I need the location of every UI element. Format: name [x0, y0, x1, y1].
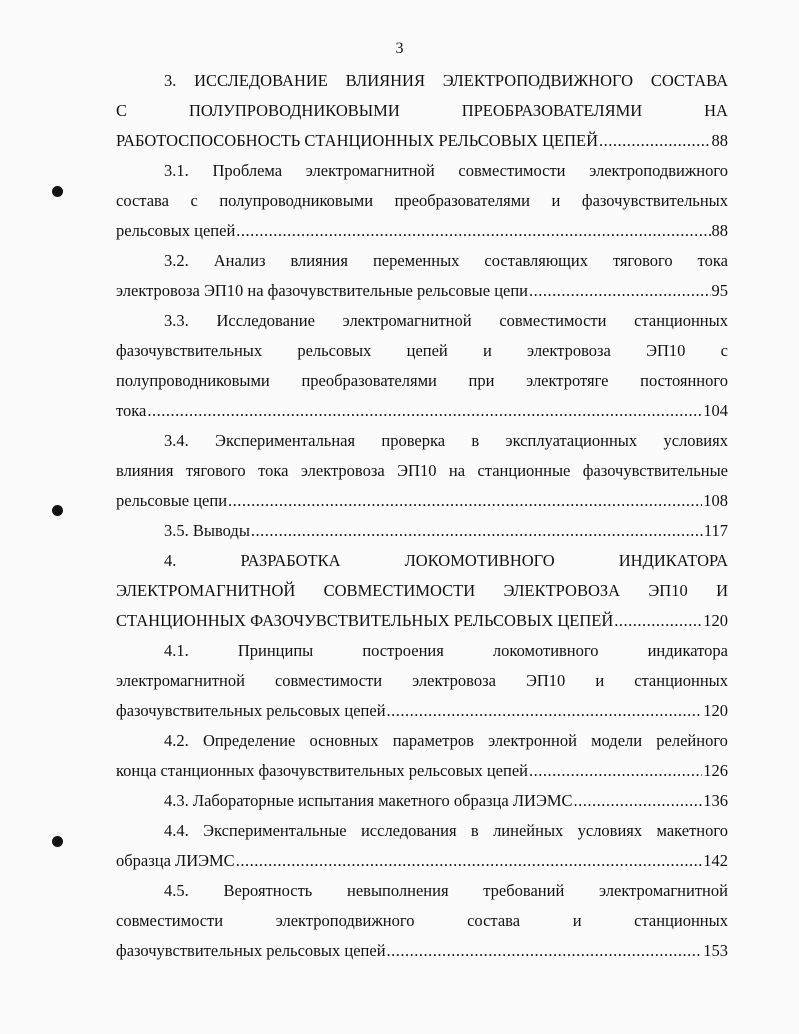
leader-dots — [228, 486, 702, 516]
toc-word: ЭЛЕКТРОМАГНИТНОЙ — [116, 581, 296, 600]
toc-word: постоянного — [640, 371, 728, 390]
toc-word: станционных — [634, 671, 728, 690]
toc-word: составляющих — [484, 251, 588, 270]
toc-word: станционных — [634, 311, 728, 330]
toc-word: проверка — [381, 431, 446, 450]
toc-page-number: 126 — [703, 761, 728, 780]
toc-word: преобразователями — [301, 371, 437, 390]
toc-word: переменных — [372, 251, 460, 270]
toc-word: станционных — [634, 911, 728, 930]
toc-entry-title: тока — [116, 401, 147, 420]
toc-entry-last-line — [116, 936, 728, 966]
toc-page-number: 153 — [703, 941, 728, 960]
toc-word: ИССЛЕДОВАНИЕ — [194, 71, 328, 90]
toc-word: ЭП10 — [646, 341, 686, 360]
toc-word: 3. — [164, 71, 177, 90]
toc-word: в — [471, 431, 480, 450]
toc-word: макетного — [656, 821, 728, 840]
toc-word: электронной — [488, 731, 577, 750]
toc-word: состава — [116, 191, 169, 210]
toc-word: построения — [362, 641, 444, 660]
toc-word: линейных — [493, 821, 564, 840]
toc-entry-last-line — [116, 756, 728, 786]
toc-word: Принципы — [237, 641, 314, 660]
toc-word: Проблема — [212, 161, 283, 180]
toc-word: ЭП10 — [525, 671, 566, 690]
toc-word: СОСТАВА — [650, 71, 728, 90]
toc-word: с — [720, 341, 728, 360]
toc-entry-line — [116, 306, 728, 336]
toc-word: 4.1. — [164, 641, 189, 660]
toc-word: электромагнитной — [305, 161, 435, 180]
toc-entry-line — [116, 456, 728, 486]
toc-word: с — [190, 191, 198, 210]
toc-word: электровоза — [412, 671, 496, 690]
toc-word: ЭЛЕКТРОПОДВИЖНОГО — [442, 71, 634, 90]
toc-word: совместимости — [458, 161, 566, 180]
toc-entry-title: фазочувствительных рельсовых цепей — [116, 701, 386, 720]
toc-word: влияния — [290, 251, 348, 270]
toc-word: 3.2. — [164, 251, 189, 270]
toc-entry-line — [116, 576, 728, 606]
toc-page-number: 95 — [711, 281, 728, 300]
toc-entry-line — [116, 636, 728, 666]
toc-entry-line — [116, 426, 728, 456]
toc-word: параметров — [392, 731, 474, 750]
toc-word: электромагнитной — [116, 671, 245, 690]
toc-word: электровоза — [527, 341, 611, 360]
toc-word: электротяге — [526, 371, 609, 390]
toc-entry-line — [116, 816, 728, 846]
toc-word: ПОЛУПРОВОДНИКОВЫМИ — [188, 101, 400, 120]
toc-word: И — [716, 581, 728, 600]
toc-entry-title: электровоза ЭП10 на фазочувствительные рельсовые цепи — [116, 281, 529, 300]
leader-dots — [599, 126, 710, 156]
toc-word: и — [482, 341, 492, 360]
toc-entry-last-line — [116, 696, 728, 726]
toc-word: 4.4. — [164, 821, 189, 840]
leader-dots — [147, 396, 702, 426]
toc-word: 3.3. — [164, 311, 189, 330]
toc-word: 4.5. — [164, 881, 189, 900]
toc-word: 4. — [164, 551, 177, 570]
toc-word: ПРЕОБРАЗОВАТЕЛЯМИ — [461, 101, 643, 120]
toc-word: электромагнитной — [599, 881, 728, 900]
toc-word: индикатора — [647, 641, 728, 660]
toc-entry-title: 3.5. Выводы — [164, 521, 250, 540]
toc-word: РАЗРАБОТКА — [240, 551, 341, 570]
toc-entry-last-line — [116, 846, 728, 876]
toc-entry-last-line — [116, 516, 728, 546]
toc-word: влияния — [116, 461, 174, 480]
toc-word: фазочувствительные — [582, 461, 728, 480]
toc-entry-line — [116, 906, 728, 936]
toc-word: условиях — [663, 431, 728, 450]
toc-entry-title: 4.3. Лабораторные испытания макетного образца ЛИЭМС — [164, 791, 573, 810]
toc-entry-title: образца ЛИЭМС — [116, 851, 235, 870]
toc-entry-line — [116, 726, 728, 756]
leader-dots — [387, 936, 703, 966]
scan-hole-mark — [52, 836, 63, 847]
toc-word: Анализ — [213, 251, 266, 270]
toc-page-number: 136 — [703, 791, 728, 810]
toc-word: требований — [483, 881, 565, 900]
toc-word: ЭП10 — [648, 581, 688, 600]
toc-word: Экспериментальные — [203, 821, 347, 840]
toc-entry-line — [116, 246, 728, 276]
toc-word: 3.1. — [164, 161, 189, 180]
toc-entry-line — [116, 876, 728, 906]
toc-word: в — [470, 821, 479, 840]
toc-entry-last-line — [116, 276, 728, 306]
toc-entry-line — [116, 66, 728, 96]
toc-word: электроподвижного — [275, 911, 415, 930]
toc-entry-line — [116, 666, 728, 696]
toc-word: 4.2. — [164, 731, 189, 750]
toc-word: полупроводниковыми — [219, 191, 374, 210]
toc-word: тока — [697, 251, 728, 270]
toc-word: НА — [704, 101, 728, 120]
toc-word: эксплуатационных — [505, 431, 638, 450]
toc-page-number: 117 — [703, 521, 728, 540]
toc-word: тягового — [612, 251, 673, 270]
toc-entry-line — [116, 366, 728, 396]
toc-word: станционные — [477, 461, 571, 480]
toc-word: полупроводниковыми — [116, 371, 270, 390]
scan-hole-mark — [52, 186, 63, 197]
toc-word: при — [468, 371, 495, 390]
toc-page-number: 120 — [703, 701, 728, 720]
leader-dots — [387, 696, 703, 726]
toc-entry-title: фазочувствительных рельсовых цепей — [116, 941, 386, 960]
toc-word: ЭЛЕКТРОВОЗА — [503, 581, 621, 600]
toc-entry-last-line — [116, 126, 728, 156]
page-number: 3 — [395, 40, 404, 57]
toc-entry-title: СТАНЦИОННЫХ ФАЗОЧУВСТВИТЕЛЬНЫХ РЕЛЬСОВЫХ ЦЕПЕЙ — [116, 611, 614, 630]
toc-entry-line — [116, 96, 728, 126]
toc-word: ЛОКОМОТИВНОГО — [404, 551, 555, 570]
toc-word: исследования — [360, 821, 457, 840]
toc-word: тока — [258, 461, 289, 480]
leader-dots — [236, 846, 703, 876]
toc-page-number: 88 — [711, 221, 728, 240]
toc-word: С — [116, 101, 128, 120]
toc-word: цепей — [406, 341, 448, 360]
toc-word: условиях — [577, 821, 643, 840]
toc-word: и — [595, 671, 605, 690]
toc-entry-last-line — [116, 606, 728, 636]
toc-entry-line — [116, 156, 728, 186]
toc-entry-last-line — [116, 786, 728, 816]
toc-word: релейного — [656, 731, 728, 750]
toc-page-number: 142 — [703, 851, 728, 870]
toc-entry-last-line — [116, 216, 728, 246]
toc-word: состава — [467, 911, 521, 930]
toc-word: совместимости — [116, 911, 224, 930]
toc-word: совместимости — [499, 311, 607, 330]
toc-page-number: 108 — [703, 491, 728, 510]
toc-word: ЭП10 — [397, 461, 437, 480]
toc-word: невыполнения — [347, 881, 449, 900]
toc-word: рельсовых — [297, 341, 372, 360]
leader-dots — [236, 216, 710, 246]
toc-word: СОВМЕСТИМОСТИ — [323, 581, 476, 600]
leader-dots — [251, 516, 703, 546]
toc-page-number: 120 — [703, 611, 728, 630]
toc-entry-line — [116, 186, 728, 216]
toc-word: Вероятность — [223, 881, 313, 900]
toc-word: Определение — [202, 731, 296, 750]
toc-word: и — [551, 191, 561, 210]
leader-dots — [529, 756, 702, 786]
toc-word: электромагнитной — [342, 311, 472, 330]
leader-dots — [529, 276, 710, 306]
toc-word: совместимости — [274, 671, 383, 690]
toc-word: преобразователями — [394, 191, 530, 210]
toc-word: фазочувствительных — [581, 191, 728, 210]
toc-page-number: 104 — [703, 401, 728, 420]
toc-entry-line — [116, 546, 728, 576]
toc-word: электровоза — [300, 461, 385, 480]
toc-word: основных — [309, 731, 379, 750]
toc-entry-title: конца станционных фазочувствительных рельсовых цепей — [116, 761, 528, 780]
toc-word: Экспериментальная — [215, 431, 356, 450]
toc-entry-last-line — [116, 396, 728, 426]
toc-word: тягового — [185, 461, 246, 480]
toc-word: электроподвижного — [589, 161, 728, 180]
scan-hole-mark — [52, 505, 63, 516]
toc-word: фазочувствительных — [116, 341, 263, 360]
toc-word: и — [572, 911, 582, 930]
toc-entry-title: рельсовых цепей — [116, 221, 236, 240]
toc-word: ИНДИКАТОРА — [618, 551, 728, 570]
toc-entry-line — [116, 336, 728, 366]
toc-word: 3.4. — [164, 431, 189, 450]
leader-dots — [614, 606, 702, 636]
leader-dots — [574, 786, 703, 816]
toc-entry-title: рельсовые цепи — [116, 491, 228, 510]
toc-entry-title: РАБОТОСПОСОБНОСТЬ СТАНЦИОННЫХ РЕЛЬСОВЫХ ЦЕПЕЙ — [116, 131, 599, 150]
toc-word: ВЛИЯНИЯ — [345, 71, 425, 90]
toc-word: на — [448, 461, 466, 480]
toc-word: локомотивного — [492, 641, 599, 660]
toc-page-number: 88 — [711, 131, 728, 150]
toc-word: Исследование — [216, 311, 315, 330]
toc-word: модели — [591, 731, 643, 750]
toc-entry-last-line — [116, 486, 728, 516]
